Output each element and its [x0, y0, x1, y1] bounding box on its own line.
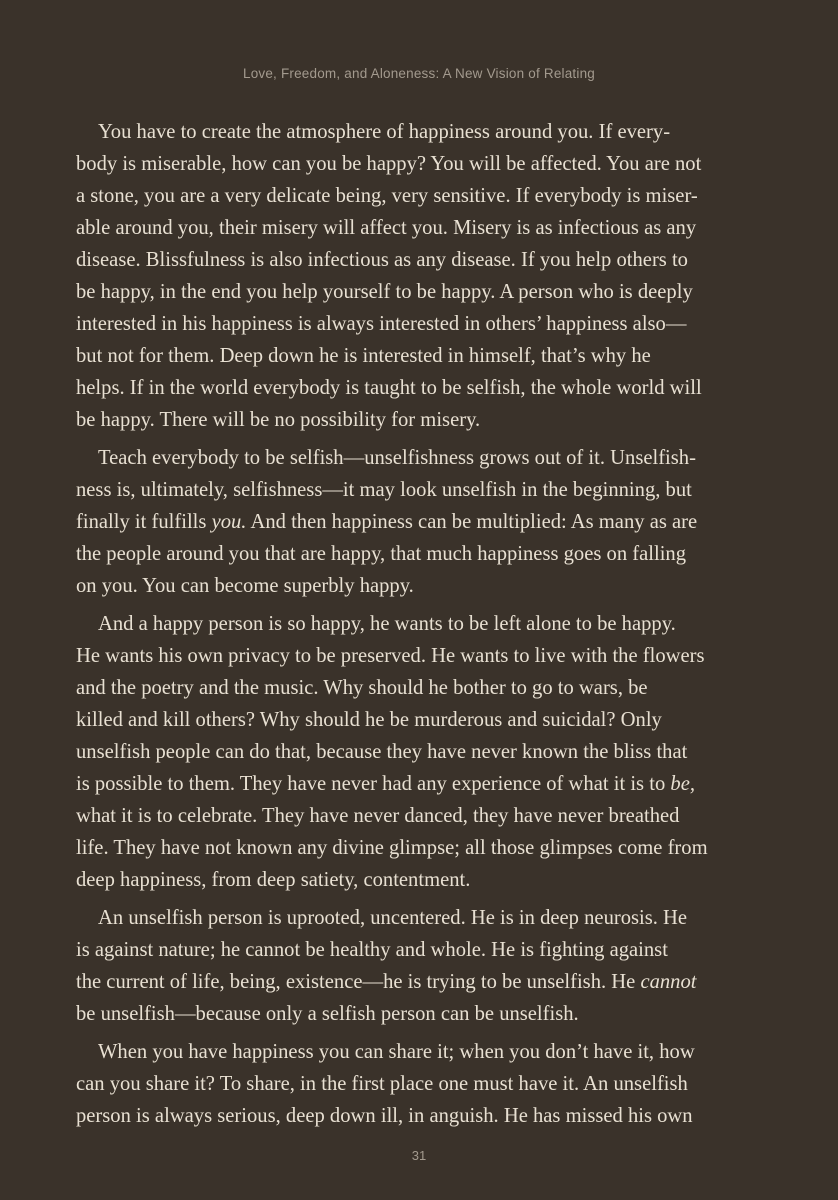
text-line — [76, 800, 766, 832]
text-run: and the poetry and the music. Why should he bother to go to wars, be — [76, 677, 648, 699]
text-line — [76, 832, 766, 864]
text-run: is possible to them. They have never had any experience of what it is to — [76, 773, 671, 795]
italic-text: you. — [211, 511, 247, 533]
text-run: finally it fulfills — [76, 511, 212, 533]
text-run: what it is to celebrate. They have never danced, they have never breathed — [76, 805, 680, 827]
text-run: killed and kill others? Why should he be murderous and suicidal? Only — [76, 709, 662, 731]
text-run: ness is, ultimately, selfishness—it may look unselfish in the beginning, but — [76, 479, 692, 501]
paragraph — [76, 116, 766, 436]
text-line — [76, 308, 766, 340]
text-run: And a happy person is so happy, he wants to be left alone to be happy. — [98, 613, 676, 635]
text-run: person is always serious, deep down ill, in anguish. He has missed his own — [76, 1105, 693, 1127]
text-line — [76, 608, 766, 640]
text-run: able around you, their misery will affect you. Misery is as infectious as any — [76, 217, 697, 239]
text-line — [76, 404, 766, 436]
text-line — [76, 1100, 766, 1132]
paragraph — [76, 442, 766, 602]
italic-text: cannot — [640, 971, 697, 993]
text-run: deep happiness, from deep satiety, contentment. — [76, 869, 471, 891]
text-line — [76, 672, 766, 704]
text-run: can you share it? To share, in the first place one must have it. An unselfish — [76, 1073, 688, 1095]
text-line — [76, 276, 766, 308]
text-run: life. They have not known any divine glimpse; all those glimpses come from — [76, 837, 708, 859]
text-run: disease. Blissfulness is also infectious as any disease. If you help others to — [76, 249, 688, 271]
text-run: unselfish people can do that, because they have never known the bliss that — [76, 741, 688, 763]
text-line — [76, 180, 766, 212]
text-line — [76, 340, 766, 372]
text-line — [76, 902, 766, 934]
text-line — [76, 148, 766, 180]
text-line — [76, 998, 766, 1030]
text-line — [76, 506, 766, 538]
paragraph — [76, 608, 766, 896]
running-header: Love, Freedom, and Aloneness: A New Vision of Relating — [242, 66, 595, 81]
body-text — [76, 116, 766, 1138]
text-run: be unselfish—because only a selfish person can be unselfish. — [76, 1003, 579, 1025]
text-run: be happy. There will be no possibility for misery. — [76, 409, 481, 431]
text-line — [76, 640, 766, 672]
text-run: When you have happiness you can share it; when you don’t have it, how — [98, 1041, 695, 1063]
text-run: Teach everybody to be selfish—unselfishness grows out of it. Unselfish- — [98, 447, 696, 469]
text-run: You have to create the atmosphere of happiness around you. If every- — [98, 121, 671, 143]
text-line — [76, 372, 766, 404]
text-line — [76, 966, 766, 998]
text-run: a stone, you are a very delicate being, very sensitive. If everybody is miser- — [76, 185, 698, 207]
text-run: An unselfish person is uprooted, uncentered. He is in deep neurosis. He — [98, 907, 688, 929]
text-line — [76, 244, 766, 276]
text-line — [76, 116, 766, 148]
text-line — [76, 212, 766, 244]
page-number: 31 — [411, 1148, 427, 1163]
text-run: He wants his own privacy to be preserved. He wants to live with the flowers — [76, 645, 705, 667]
text-run: but not for them. Deep down he is interested in himself, that’s why he — [76, 345, 651, 367]
text-line — [76, 934, 766, 966]
text-run: helps. If in the world everybody is taught to be selfish, the whole world will — [76, 377, 702, 399]
text-run: And then happiness can be multiplied: As many as are — [246, 511, 698, 533]
text-run: the people around you that are happy, that much happiness goes on falling — [76, 543, 687, 565]
text-line — [76, 736, 766, 768]
text-line — [76, 1068, 766, 1100]
text-line — [76, 538, 766, 570]
text-line — [76, 1036, 766, 1068]
text-run: body is miserable, how can you be happy? You will be affected. You are not — [76, 153, 702, 175]
paragraph — [76, 902, 766, 1030]
text-line — [76, 864, 766, 896]
text-run: on you. You can become superbly happy. — [76, 575, 414, 597]
text-line — [76, 442, 766, 474]
text-run: the current of life, being, existence—he is trying to be unselfish. He — [76, 971, 641, 993]
text-run: is against nature; he cannot be healthy and whole. He is fighting against — [76, 939, 668, 961]
paragraph — [76, 1036, 766, 1132]
text-line — [76, 704, 766, 736]
italic-text: be, — [670, 773, 695, 795]
text-run: interested in his happiness is always interested in others’ happiness also— — [76, 313, 687, 335]
text-run: be happy, in the end you help yourself to be happy. A person who is deeply — [76, 281, 693, 303]
text-line — [76, 768, 766, 800]
text-line — [76, 570, 766, 602]
text-line — [76, 474, 766, 506]
